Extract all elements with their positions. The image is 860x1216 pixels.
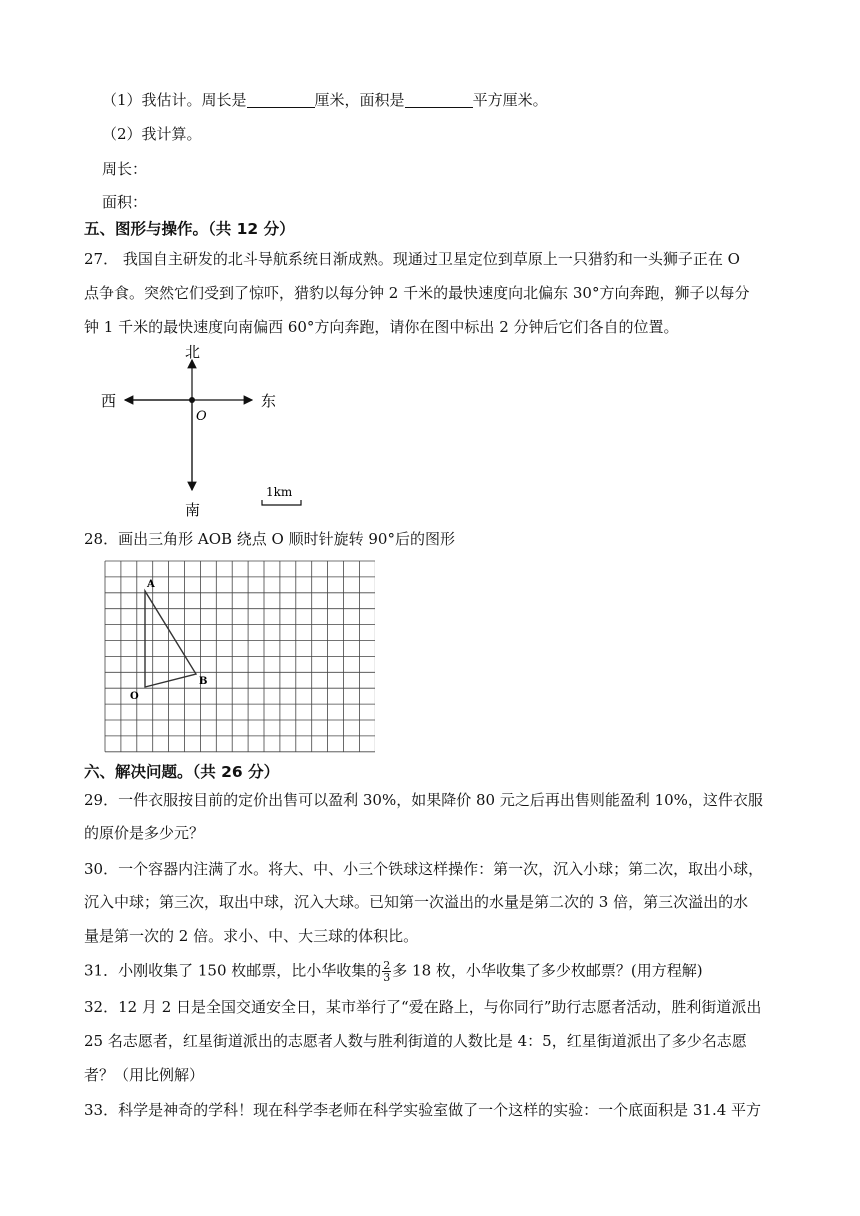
point-b-label: B: [199, 676, 208, 687]
east-label: 东: [261, 392, 277, 410]
estimate-unit-text: 平方厘米。: [472, 91, 548, 109]
area-label: 面积：: [102, 193, 148, 211]
north-label: 北: [185, 343, 201, 361]
point-a-label: A: [147, 579, 155, 590]
scale-label: 1km: [266, 485, 293, 499]
compass-diagram: [95, 340, 315, 520]
q29-line-2: 的原价是多少元？: [84, 824, 205, 842]
q30-line-3: 量是第一次的 2 倍。求小、中、大三球的体积比。: [84, 927, 419, 945]
area-blank[interactable]: [405, 91, 473, 108]
origin-point: [189, 397, 195, 403]
section-5-heading: 五、图形与操作。（共 12 分）: [84, 220, 295, 238]
q32-line-2: 25 名志愿者，红星街道派出的志愿者人数与胜利街道的人数比是 4：5，红星街道派出了多少名志愿: [84, 1032, 747, 1050]
estimate-area-text: 厘米，面积是: [314, 91, 405, 109]
south-label: 南: [185, 501, 201, 519]
q32-line-3: 者？（用比例解）: [84, 1066, 205, 1084]
q31-text-a: 31．小刚收集了 150 枚邮票，比小华收集的: [84, 961, 382, 980]
fraction-numerator: 2: [383, 959, 391, 972]
section-6-heading: 六、解决问题。（共 26 分）: [84, 763, 280, 781]
q30-line-2: 沉入中球；第三次，取出中球，沉入大球。已知第一次溢出的水量是第二次的 3 倍，第三次溢出的水: [84, 893, 749, 911]
q29-line-1: 29．一件衣服按目前的定价出售可以盈利 30%，如果降价 80 元之后再出售则能盈利 10%，这件衣服: [84, 791, 763, 809]
q27-line-2: 点争食。突然它们受到了惊吓，猎豹以每分钟 2 千米的最快速度向北偏东 30°方向奔跑，狮子以每分: [84, 284, 750, 302]
perimeter-label: 周长：: [102, 160, 148, 178]
fraction-denominator: 3: [383, 971, 391, 984]
q33-line-1: 33．科学是神奇的学科！现在科学李老师在科学实验室做了一个这样的实验：一个底面积是 31.4 平方: [84, 1101, 762, 1119]
q27-line-1: 27． 我国自主研发的北斗导航系统日渐成熟。现通过卫星定位到草原上一只猎豹和一头狮子正在 O: [84, 250, 740, 268]
origin-label: O: [196, 409, 207, 424]
q31-text-b: 多 18 枚，小华收集了多少枚邮票？(用方程解): [392, 961, 703, 980]
estimate-perimeter-text: （1）我估计。周长是: [102, 91, 247, 109]
q31-line: [84, 960, 703, 983]
estimate-line: [102, 90, 548, 110]
q31-fraction: [382, 960, 391, 983]
calculate-line: （2）我计算。: [102, 125, 202, 143]
q27-line-3: 钟 1 千米的最快速度向南偏西 60°方向奔跑，请你在图中标出 2 分钟后它们各自的位置。: [84, 318, 679, 336]
q32-line-1: 32．12 月 2 日是全国交通安全日，某市举行了“爱在路上，与你同行”助行志愿者活动，胜利街道派出: [84, 998, 762, 1016]
perimeter-blank[interactable]: [247, 91, 315, 108]
point-o-label: O: [130, 691, 139, 702]
grid-diagram: [100, 556, 375, 756]
q28-text: 28．画出三角形 AOB 绕点 O 顺时针旋转 90°后的图形: [84, 530, 455, 548]
q30-line-1: 30．一个容器内注满了水。将大、中、小三个铁球这样操作：第一次，沉入小球；第二次，取出小球，: [84, 860, 764, 878]
scale-bar: [262, 500, 301, 505]
west-label: 西: [101, 392, 117, 410]
